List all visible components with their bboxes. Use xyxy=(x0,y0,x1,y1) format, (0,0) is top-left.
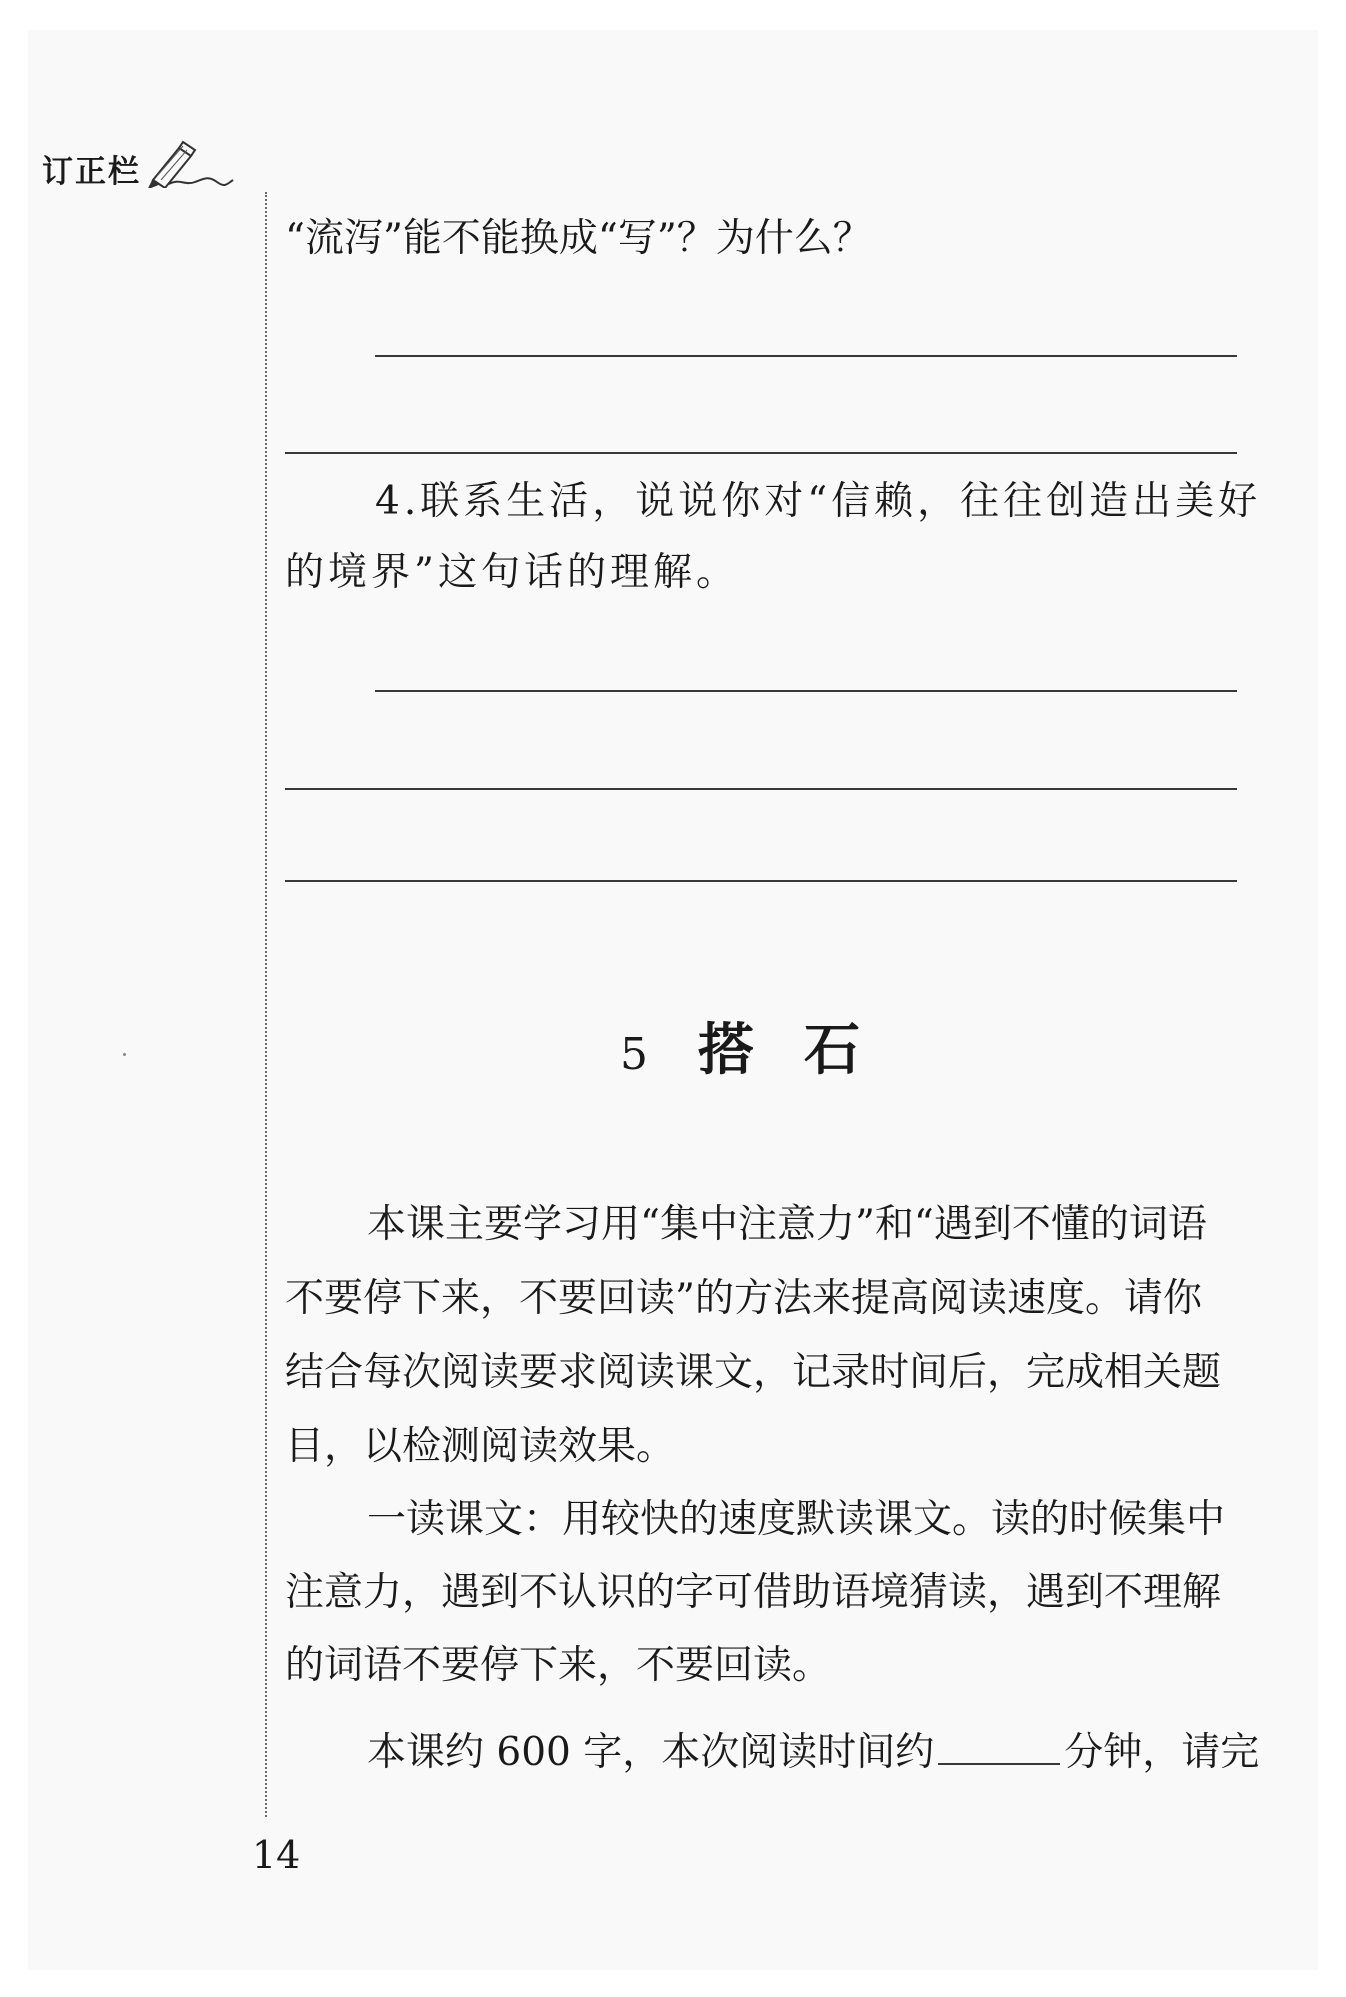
correction-margin-divider xyxy=(265,192,267,1817)
correction-column-header xyxy=(42,138,235,188)
answer-line[interactable] xyxy=(285,788,1237,790)
question-3-text: “流泻”能不能换成“写”？为什么？ xyxy=(285,216,872,261)
reading-time-blank[interactable] xyxy=(938,1733,1060,1765)
first-read-line-3: 的词语不要停下来，不要回读。 xyxy=(285,1643,832,1688)
page-number: 14 xyxy=(252,1833,301,1877)
scan-speck xyxy=(123,1053,126,1056)
intro-line-4: 目，以检测阅读效果。 xyxy=(285,1424,676,1469)
reading-time-prefix: 本课约 600 字，本次阅读时间约 xyxy=(367,1730,935,1775)
correction-column-label: 订正栏 xyxy=(42,154,141,190)
lesson-number: 5 xyxy=(620,1029,648,1080)
first-read-line-2: 注意力，遇到不认识的字可借助语境猜读，遇到不理解 xyxy=(285,1570,1222,1615)
lesson-title: 搭石 xyxy=(698,1017,910,1083)
pencil-icon xyxy=(145,136,235,188)
answer-line[interactable] xyxy=(285,880,1237,882)
intro-line-1: 本课主要学习用“集中注意力”和“遇到不懂的词语 xyxy=(367,1202,1207,1247)
question-4-line-1: 4.联系生活，说说你对“信赖，往往创造出美好 xyxy=(375,479,1262,524)
first-read-line-1: 一读课文：用较快的速度默读课文。读的时候集中 xyxy=(367,1497,1226,1542)
answer-line[interactable] xyxy=(375,355,1237,357)
lesson-heading xyxy=(620,1006,910,1086)
reading-time-line xyxy=(367,1730,1260,1775)
answer-line[interactable] xyxy=(375,690,1237,692)
reading-time-suffix: 分钟，请完 xyxy=(1064,1730,1260,1775)
intro-line-2: 不要停下来，不要回读”的方法来提高阅读速度。请你 xyxy=(285,1276,1202,1321)
answer-line[interactable] xyxy=(285,452,1237,454)
intro-line-3: 结合每次阅读要求阅读课文，记录时间后，完成相关题 xyxy=(285,1350,1222,1395)
question-4-line-2: 的境界”这句话的理解。 xyxy=(285,550,739,595)
